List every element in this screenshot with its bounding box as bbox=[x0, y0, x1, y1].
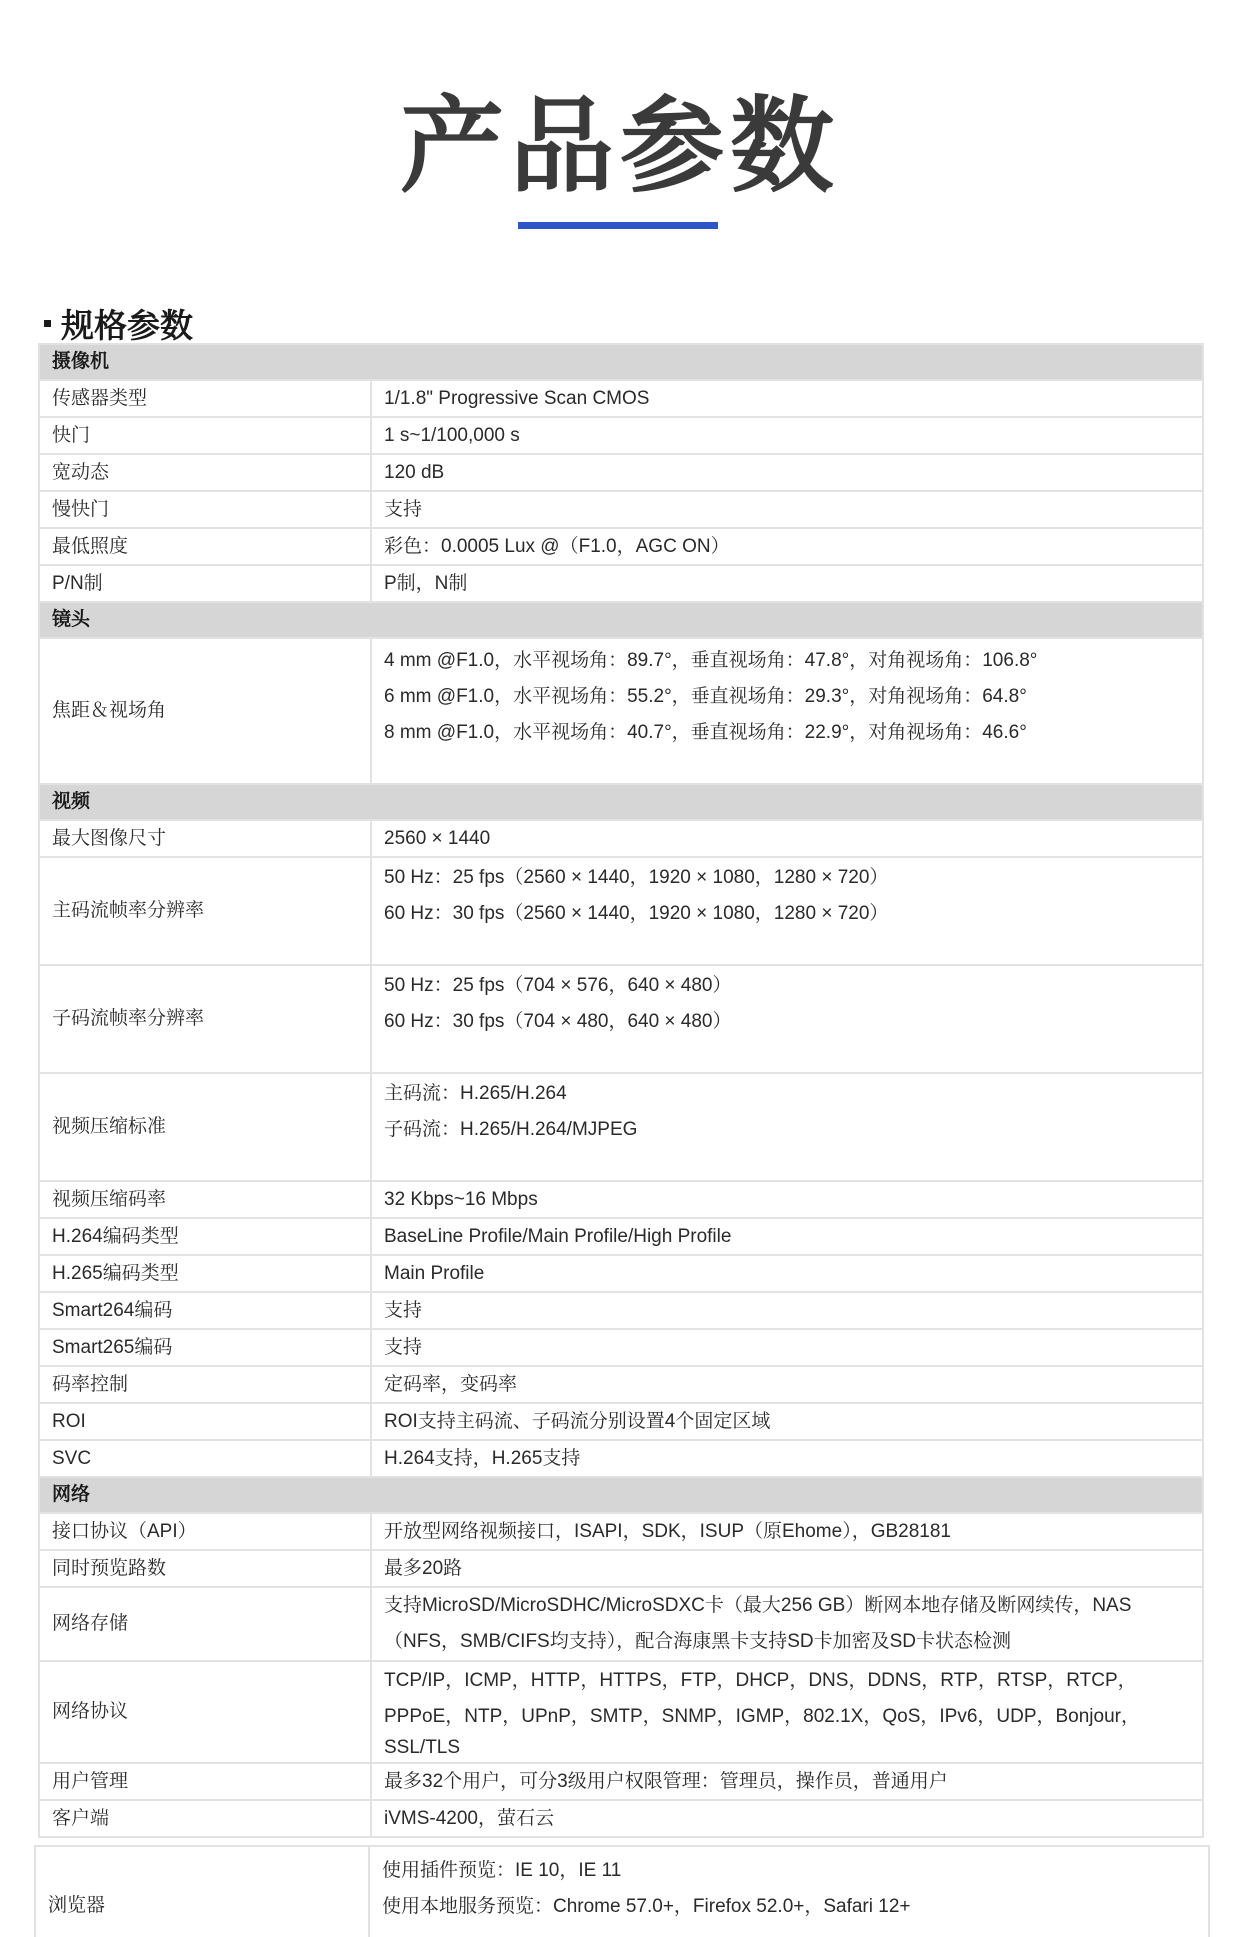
spec-label: H.265编码类型 bbox=[39, 1255, 371, 1292]
bullet-icon bbox=[44, 320, 51, 327]
spec-line: 6 mm @F1.0，水平视场角：55.2°，垂直视场角：29.3°，对角视场角：64.8° bbox=[384, 686, 1027, 707]
spec-line: 子码流：H.265/H.264/MJPEG bbox=[384, 1119, 638, 1140]
table-row bbox=[39, 1550, 1203, 1587]
spec-value: 支持 bbox=[371, 1292, 1203, 1329]
table-row bbox=[39, 528, 1203, 565]
table-row bbox=[39, 1366, 1203, 1403]
spec-line: 4 mm @F1.0，水平视场角：89.7°，垂直视场角：47.8°，对角视场角：106.8° bbox=[384, 650, 1038, 671]
spec-line: 支持MicroSD/MicroSDHC/MicroSDXC卡（最大256 GB）断网本地存储及断网续传，NAS bbox=[384, 1595, 1132, 1616]
spec-label: H.264编码类型 bbox=[39, 1218, 371, 1255]
spec-value-multi bbox=[371, 1073, 1203, 1181]
table-row bbox=[39, 1329, 1203, 1366]
spec-label: 用户管理 bbox=[39, 1763, 371, 1800]
table-row bbox=[39, 1255, 1203, 1292]
spec-value: 最多32个用户，可分3级用户权限管理：管理员，操作员，普通用户 bbox=[371, 1763, 1203, 1800]
spec-label: 视频压缩标准 bbox=[39, 1073, 371, 1181]
spec-line: 8 mm @F1.0，水平视场角：40.7°，垂直视场角：22.9°，对角视场角：46.6° bbox=[384, 722, 1027, 743]
column-divider bbox=[368, 1847, 370, 1937]
table-row bbox=[39, 1403, 1203, 1440]
spec-line: 60 Hz：30 fps（704 × 480，640 × 480） bbox=[384, 1011, 732, 1032]
spec-value: 定码率，变码率 bbox=[371, 1366, 1203, 1403]
table-row bbox=[39, 1440, 1203, 1477]
spec-value-multi bbox=[371, 1661, 1203, 1763]
table-row bbox=[39, 1763, 1203, 1800]
table-row bbox=[39, 1587, 1203, 1661]
spec-line: （NFS，SMB/CIFS均支持），配合海康黑卡支持SD卡加密及SD卡状态检测 bbox=[384, 1631, 1012, 1652]
spec-label: Smart265编码 bbox=[39, 1329, 371, 1366]
spec-label: 浏览器 bbox=[48, 1895, 106, 1916]
spec-value: 最多20路 bbox=[371, 1550, 1203, 1587]
spec-line: 主码流：H.265/H.264 bbox=[384, 1083, 567, 1104]
spec-label: 同时预览路数 bbox=[39, 1550, 371, 1587]
spec-line: SSL/TLS bbox=[384, 1737, 461, 1758]
spec-label: 焦距＆视场角 bbox=[39, 638, 371, 784]
spec-value: 开放型网络视频接口，ISAPI，SDK，ISUP（原Ehome），GB28181 bbox=[371, 1513, 1203, 1550]
table-row bbox=[39, 1181, 1203, 1218]
category-label: 摄像机 bbox=[39, 344, 1203, 380]
category-label: 镜头 bbox=[39, 602, 1203, 638]
spec-value: ROI支持主码流、子码流分别设置4个固定区域 bbox=[371, 1403, 1203, 1440]
spec-value: 支持 bbox=[371, 1329, 1203, 1366]
table-row bbox=[39, 417, 1203, 454]
spec-label: P/N制 bbox=[39, 565, 371, 602]
table-row bbox=[39, 491, 1203, 528]
table-row bbox=[39, 965, 1203, 1073]
spec-label: 宽动态 bbox=[39, 454, 371, 491]
table-row bbox=[39, 1800, 1203, 1837]
spec-value: 2560 × 1440 bbox=[371, 820, 1203, 857]
spec-value-multi bbox=[382, 1853, 911, 1925]
spec-value: 1 s~1/100,000 s bbox=[371, 417, 1203, 454]
spec-value: iVMS-4200，萤石云 bbox=[371, 1800, 1203, 1837]
spec-label: 子码流帧率分辨率 bbox=[39, 965, 371, 1073]
spec-label: SVC bbox=[39, 1440, 371, 1477]
spec-value: Main Profile bbox=[371, 1255, 1203, 1292]
spec-value-multi bbox=[371, 1587, 1203, 1661]
spec-line: TCP/IP，ICMP，HTTP，HTTPS，FTP，DHCP，DNS，DDNS，RTP，RTSP，RTCP， bbox=[384, 1670, 1137, 1691]
table-row bbox=[39, 1513, 1203, 1550]
spec-value-multi bbox=[371, 857, 1203, 965]
spec-value: BaseLine Profile/Main Profile/High Profile bbox=[371, 1218, 1203, 1255]
table-row bbox=[39, 454, 1203, 491]
spec-value: 1/1.8" Progressive Scan CMOS bbox=[371, 380, 1203, 417]
spec-table bbox=[38, 343, 1204, 1838]
spec-line: 使用插件预览：IE 10，IE 11 bbox=[382, 1860, 622, 1881]
spec-line: 使用本地服务预览：Chrome 57.0+，Firefox 52.0+，Safari 12+ bbox=[382, 1896, 911, 1917]
spec-label: 视频压缩码率 bbox=[39, 1181, 371, 1218]
category-row-network bbox=[39, 1477, 1203, 1513]
spec-label: 客户端 bbox=[39, 1800, 371, 1837]
category-row-video bbox=[39, 784, 1203, 820]
spec-value-multi bbox=[371, 638, 1203, 784]
spec-value: 彩色：0.0005 Lux @（F1.0，AGC ON） bbox=[371, 528, 1203, 565]
spec-value: P制，N制 bbox=[371, 565, 1203, 602]
browser-spec-block bbox=[34, 1845, 1210, 1937]
table-row bbox=[39, 1073, 1203, 1181]
spec-value: 32 Kbps~16 Mbps bbox=[371, 1181, 1203, 1218]
category-label: 网络 bbox=[39, 1477, 1203, 1513]
title-underline bbox=[518, 222, 718, 229]
spec-value: 支持 bbox=[371, 491, 1203, 528]
section-heading bbox=[44, 300, 193, 347]
spec-label: 慢快门 bbox=[39, 491, 371, 528]
spec-label: 网络存储 bbox=[39, 1587, 371, 1661]
section-heading-text: 规格参数 bbox=[61, 307, 193, 344]
category-row-lens bbox=[39, 602, 1203, 638]
spec-line: 50 Hz：25 fps（704 × 576，640 × 480） bbox=[384, 975, 732, 996]
table-row bbox=[39, 857, 1203, 965]
spec-label: 接口协议（API） bbox=[39, 1513, 371, 1550]
table-row bbox=[39, 565, 1203, 602]
category-row-camera bbox=[39, 344, 1203, 380]
table-row bbox=[39, 1218, 1203, 1255]
spec-value-multi bbox=[371, 965, 1203, 1073]
category-label: 视频 bbox=[39, 784, 1203, 820]
spec-label: 最低照度 bbox=[39, 528, 371, 565]
page-title: 产品参数 bbox=[399, 89, 840, 205]
table-row bbox=[39, 1661, 1203, 1763]
spec-line: 60 Hz：30 fps（2560 × 1440，1920 × 1080，1280 × 720） bbox=[384, 903, 889, 924]
spec-label: 传感器类型 bbox=[39, 380, 371, 417]
spec-label: Smart264编码 bbox=[39, 1292, 371, 1329]
spec-value: 120 dB bbox=[371, 454, 1203, 491]
spec-label: 主码流帧率分辨率 bbox=[39, 857, 371, 965]
spec-label: ROI bbox=[39, 1403, 371, 1440]
spec-line: 50 Hz：25 fps（2560 × 1440，1920 × 1080，1280 × 720） bbox=[384, 867, 889, 888]
spec-label: 码率控制 bbox=[39, 1366, 371, 1403]
spec-label: 最大图像尺寸 bbox=[39, 820, 371, 857]
spec-value: H.264支持，H.265支持 bbox=[371, 1440, 1203, 1477]
spec-label: 快门 bbox=[39, 417, 371, 454]
spec-line: PPPoE，NTP，UPnP，SMTP，SNMP，IGMP，802.1X，QoS，IPv6，UDP，Bonjour， bbox=[384, 1706, 1140, 1727]
table-row bbox=[39, 380, 1203, 417]
table-row bbox=[39, 820, 1203, 857]
table-row bbox=[39, 1292, 1203, 1329]
table-row bbox=[39, 638, 1203, 784]
spec-label: 网络协议 bbox=[39, 1661, 371, 1763]
